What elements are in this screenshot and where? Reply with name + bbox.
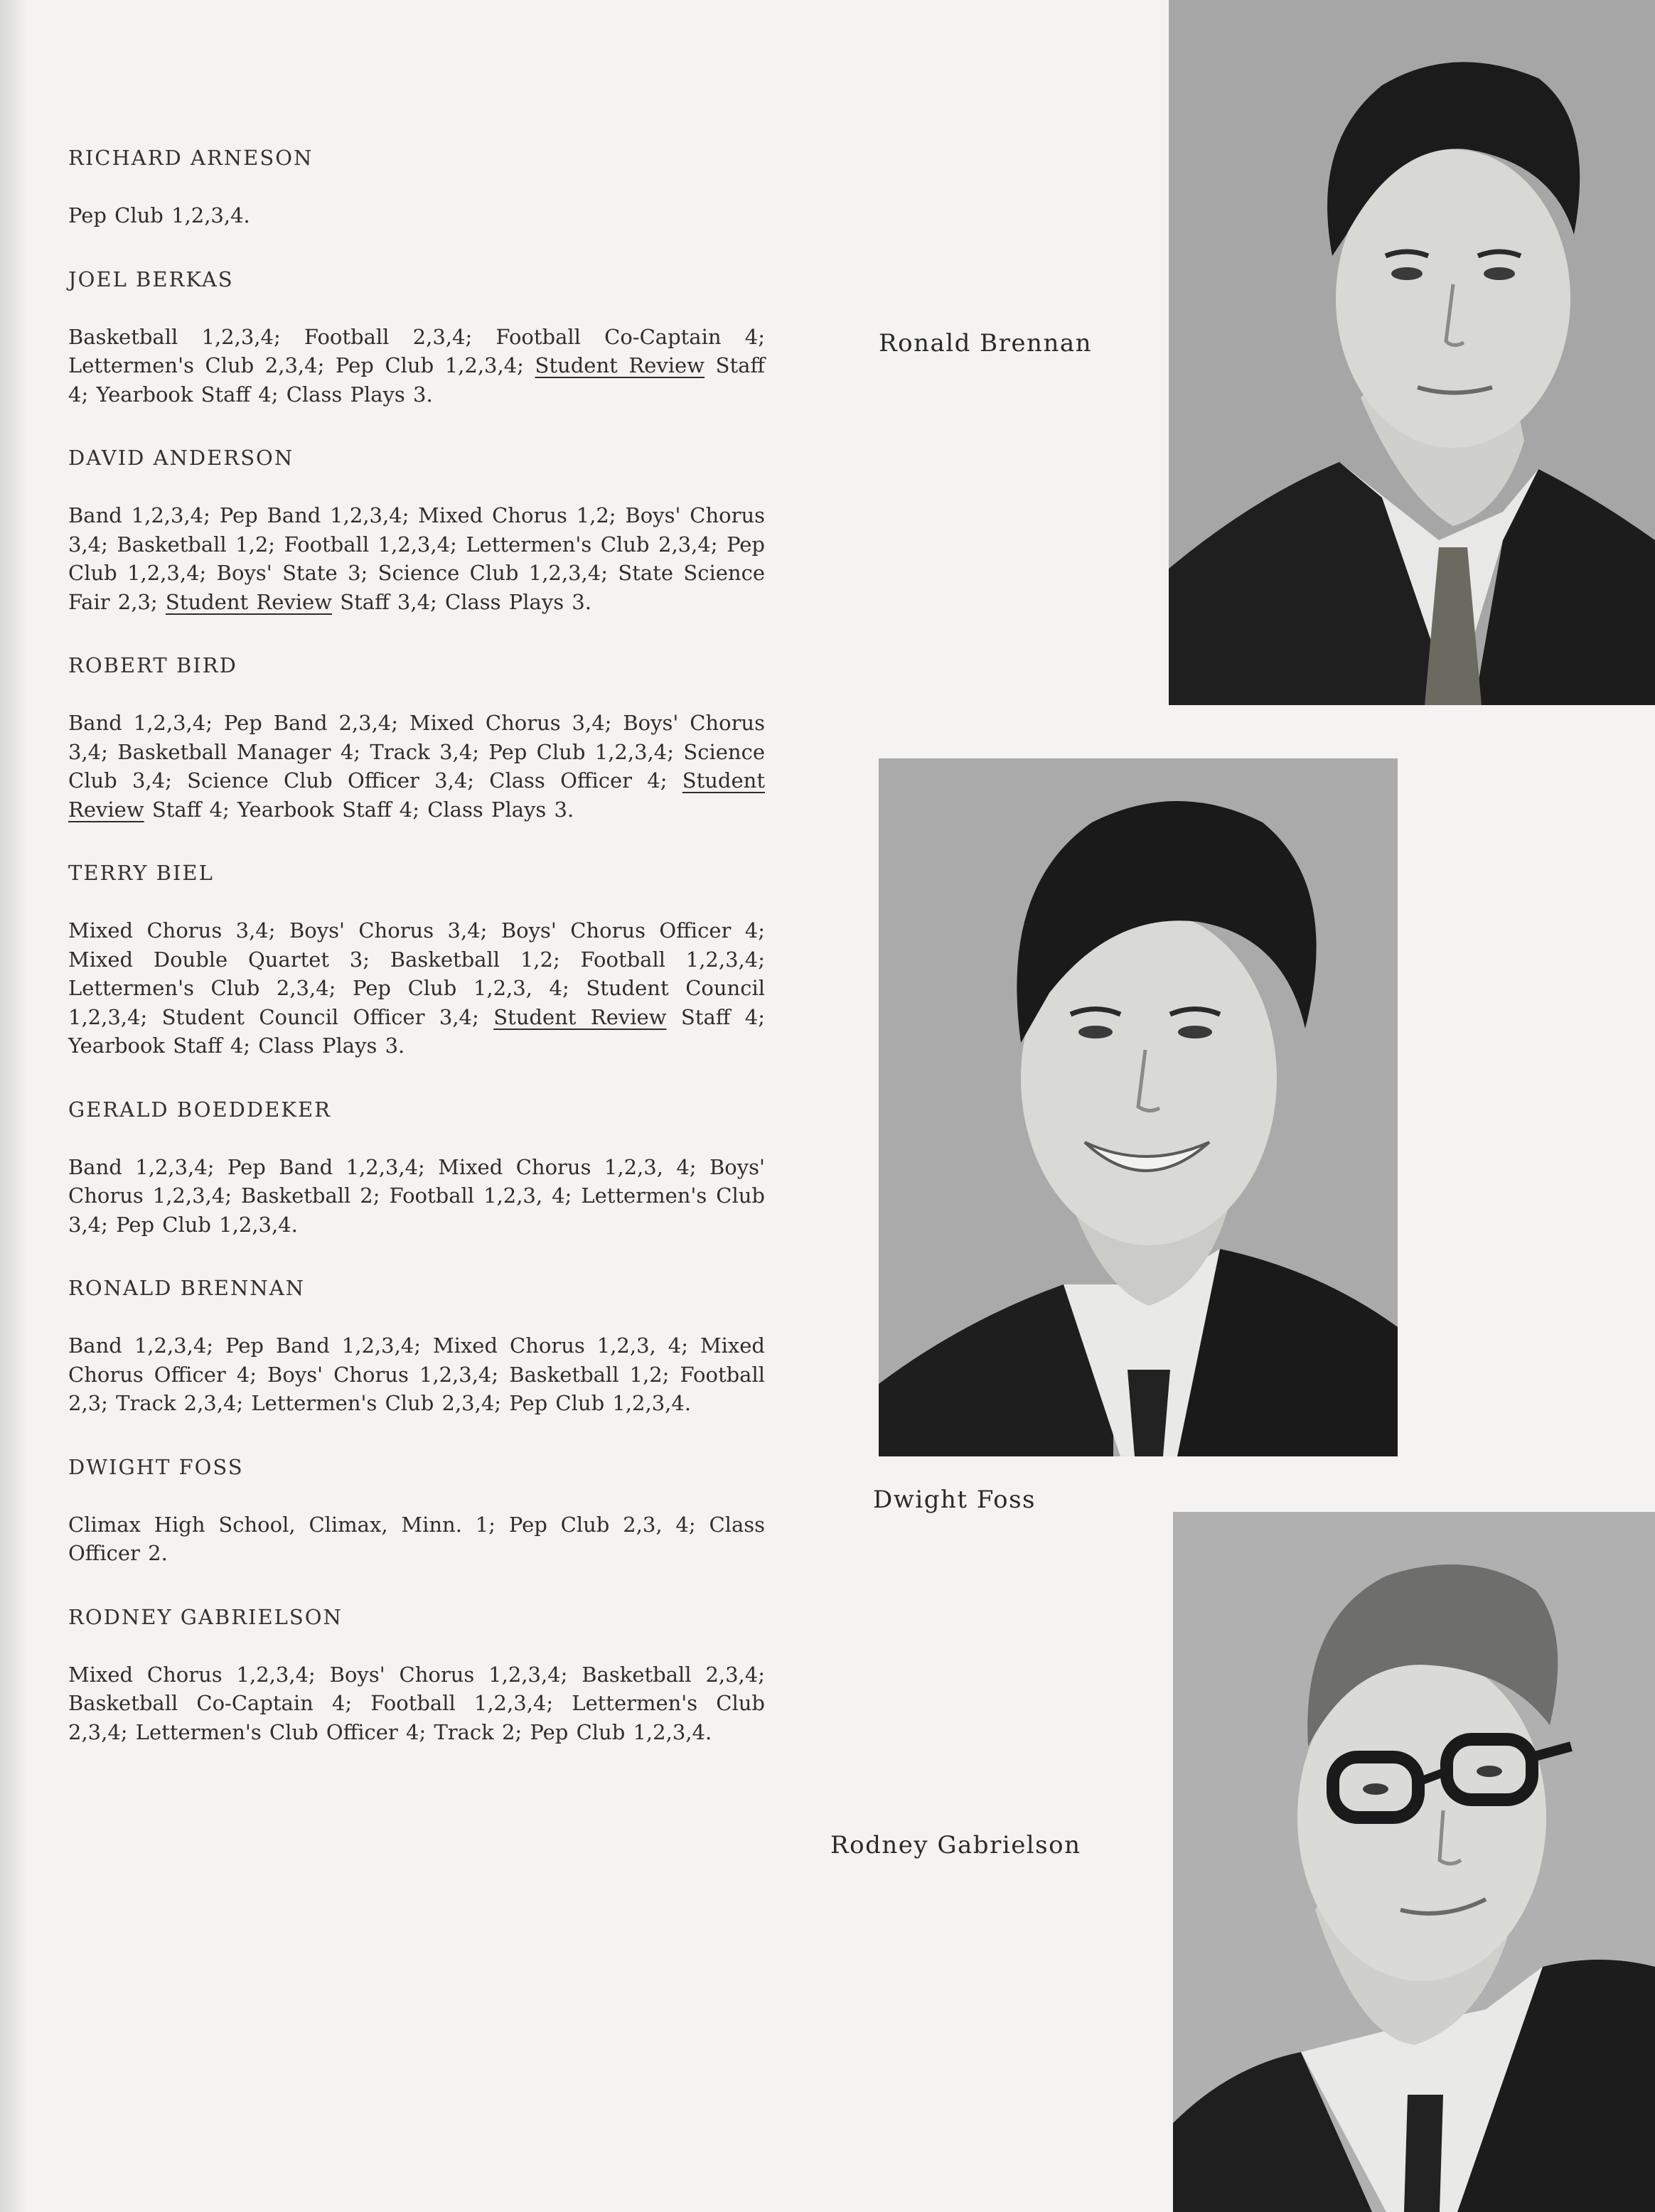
entry-robert-bird	[68, 653, 765, 824]
entry-name: RONALD BRENNAN	[68, 1276, 306, 1300]
page-binding-shadow	[0, 0, 28, 2212]
caption-rodney-gabrielson: Rodney Gabrielson	[830, 1831, 1081, 1859]
entry-name: RODNEY GABRIELSON	[68, 1604, 343, 1629]
entry-joel-berkas	[68, 267, 765, 409]
entry-name: ROBERT BIRD	[68, 653, 237, 677]
portrait-image	[1173, 1512, 1655, 2212]
publication-title: Student Review	[68, 768, 765, 822]
portrait-image	[1169, 0, 1655, 705]
portrait-photo-ronald-brennan	[1169, 0, 1655, 705]
entry-name: TERRY BIEL	[68, 861, 214, 885]
publication-title: Student Review	[165, 589, 333, 614]
entry-activities: Basketball 1,2,3,4; Football 2,3,4; Football Co-Captain 4; Lettermen's Club 2,3,4; Pep Club 1,2,3,4; Student Review Staff 4; Yearbook Staff 4; Class Plays 3.	[68, 324, 765, 407]
caption-dwight-foss: Dwight Foss	[873, 1486, 1036, 1514]
entry-name: DAVID ANDERSON	[68, 446, 294, 470]
publication-title: Student Review	[535, 353, 705, 377]
publication-title: Student Review	[493, 1004, 667, 1029]
entry-rodney-gabrielson	[68, 1605, 765, 1747]
entry-ronald-brennan	[68, 1276, 765, 1418]
entry-activities: Band 1,2,3,4; Pep Band 2,3,4; Mixed Chorus 3,4; Boys' Chorus 3,4; Basketball Manager 4; Track 3,4; Pep Club 1,2,3,4; Science Club 3,4; Science Club Officer 3,4; Class Officer 4; Student Review Staff 4; Yearbook Staff 4; Class Plays 3.	[68, 711, 765, 822]
entry-name: DWIGHT FOSS	[68, 1454, 244, 1479]
entry-name: RICHARD ARNESON	[68, 146, 314, 170]
senior-activities-list	[68, 146, 765, 1783]
portrait-photo-rodney-gabrielson	[1173, 1512, 1655, 2212]
entry-name: GERALD BOEDDEKER	[68, 1097, 331, 1122]
entry-richard-arneson	[68, 146, 765, 230]
entry-david-anderson	[68, 446, 765, 616]
entry-dwight-foss	[68, 1455, 765, 1568]
entry-activities: Band 1,2,3,4; Pep Band 1,2,3,4; Mixed Chorus 1,2; Boys' Chorus 3,4; Basketball 1,2; Football 1,2,3,4; Lettermen's Club 2,3,4; Pep Club 1,2,3,4; Boys' State 3; Science Club 1,2,3,4; State Science Fair 2,3; Student Review Staff 3,4; Class Plays 3.	[68, 503, 765, 614]
entry-activities: Mixed Chorus 1,2,3,4; Boys' Chorus 1,2,3,4; Basketball 2,3,4; Basketball Co-Captain 4; Football 1,2,3,4; Lettermen's Club 2,3,4; Lettermen's Club Officer 4; Track 2; Pep Club 1,2,3,4.	[68, 1662, 765, 1744]
entry-activities: Mixed Chorus 3,4; Boys' Chorus 3,4; Boys' Chorus Officer 4; Mixed Double Quartet 3; Basketball 1,2; Football 1,2,3,4; Lettermen's Club 2,3,4; Pep Club 1,2,3, 4; Student Council 1,2,3,4; Student Council Officer 3,4; Student Review Staff 4; Yearbook Staff 4; Class Plays 3.	[68, 918, 765, 1058]
caption-ronald-brennan: Ronald Brennan	[879, 329, 1093, 358]
entry-activities: Band 1,2,3,4; Pep Band 1,2,3,4; Mixed Chorus 1,2,3, 4; Mixed Chorus Officer 4; Boys' Chorus 1,2,3,4; Basketball 1,2; Football 2,3; Track 2,3,4; Lettermen's Club 2,3,4; Pep Club 1,2,3,4.	[68, 1333, 765, 1415]
entry-activities: Pep Club 1,2,3,4.	[68, 203, 250, 227]
portrait-image	[879, 758, 1398, 1456]
entry-activities: Climax High School, Climax, Minn. 1; Pep Club 2,3, 4; Class Officer 2.	[68, 1512, 765, 1565]
entry-terry-biel	[68, 861, 765, 1061]
entry-name: JOEL BERKAS	[68, 267, 234, 291]
entry-gerald-boeddeker	[68, 1097, 765, 1240]
portrait-photo-dwight-foss	[879, 758, 1398, 1456]
entry-activities: Band 1,2,3,4; Pep Band 1,2,3,4; Mixed Chorus 1,2,3, 4; Boys' Chorus 1,2,3,4; Basketball 2; Football 1,2,3, 4; Lettermen's Club 3,4; Pep Club 1,2,3,4.	[68, 1154, 765, 1237]
